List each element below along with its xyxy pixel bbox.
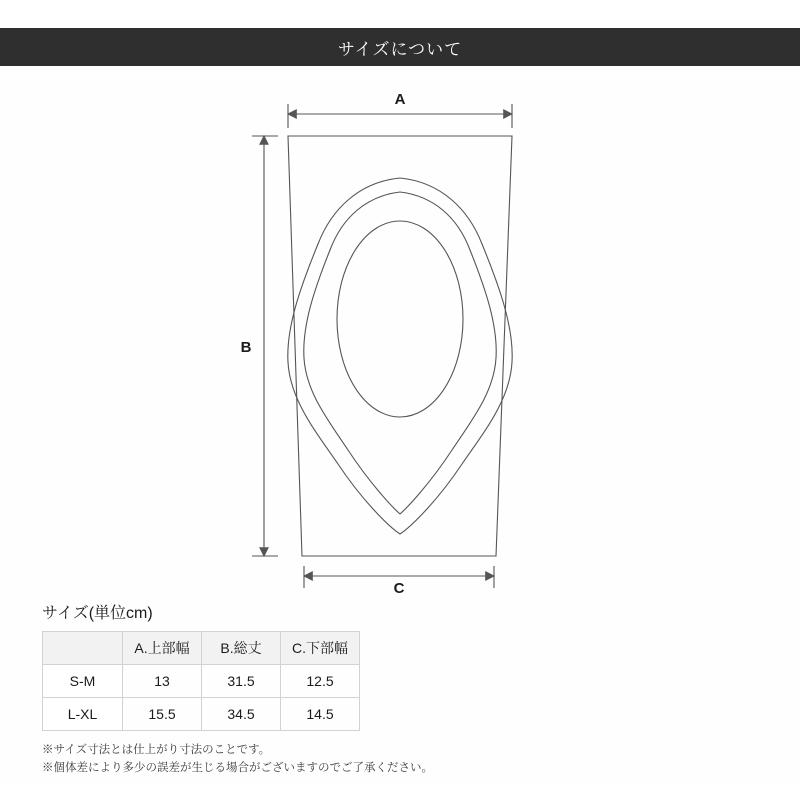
top-margin-strip [0,0,800,28]
size-note-2: ※個体差により多少の誤差が生じる場合がございますのでご了承ください。 [42,762,433,775]
size-notes [42,741,758,778]
cell-sm-a: 13 [123,665,202,698]
page-header [0,28,800,66]
row-label-lxl: L-XL [43,698,123,731]
size-table [42,631,360,731]
row-label-sm: S-M [43,665,123,698]
cell-lxl-b: 34.5 [202,698,281,731]
table-col-header-a: A.上部幅 [123,632,202,665]
cell-sm-c: 12.5 [281,665,360,698]
table-col-header-blank [43,632,123,665]
cell-lxl-c: 14.5 [281,698,360,731]
dimension-label-c: C [393,580,405,596]
cell-lxl-a: 15.5 [123,698,202,731]
table-col-header-c: C.下部幅 [281,632,360,665]
size-section [42,600,758,778]
table-row [43,665,360,698]
dimension-label-b: B [240,339,252,356]
knee-pad-outline-icon [288,136,512,556]
arrow-vertical-icon [252,136,278,556]
bottom-margin-strip [0,782,800,800]
table-header-row [43,632,360,665]
dimension-label-a: A [394,91,406,108]
measurement-diagram [0,66,800,596]
table-row [43,698,360,731]
table-col-header-b: B.総丈 [202,632,281,665]
cell-sm-b: 31.5 [202,665,281,698]
size-note-1: ※サイズ寸法とは仕上がり寸法のことです。 [42,744,271,756]
page-title: サイズについて [337,39,463,59]
size-heading: サイズ(単位cm) [42,605,153,622]
